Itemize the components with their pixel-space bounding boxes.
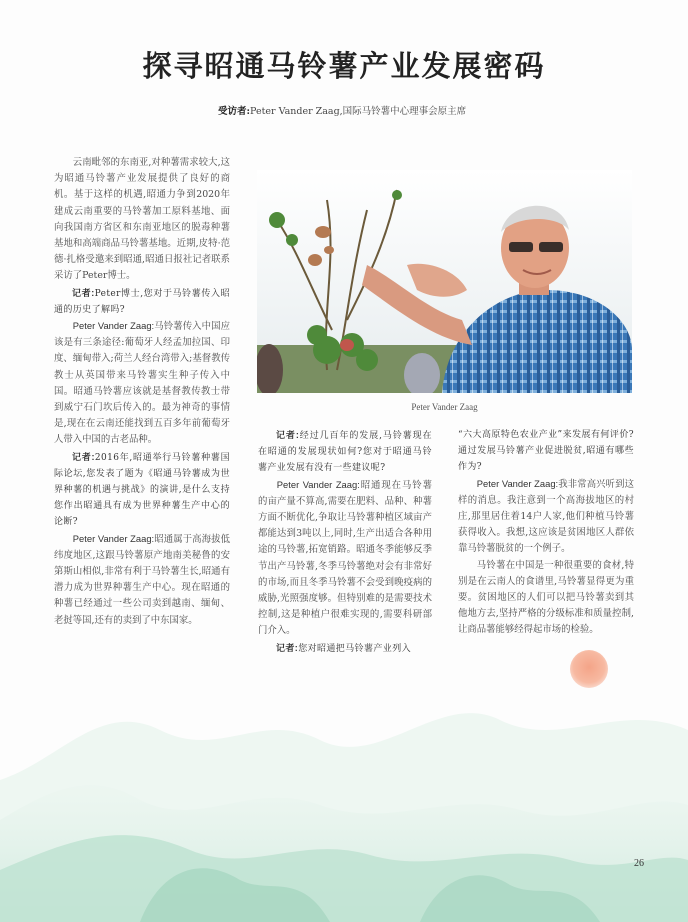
question-3 [258,427,432,477]
page-number: 26 [634,858,644,869]
answer-3 [258,477,432,640]
photo-illustration [257,170,632,393]
question-2-text: 2016年,昭通举行马铃薯种薯国际论坛,您发表了题为《昭通马铃薯成为世界种薯的机遇与挑战》的演讲,是什么支持您作出昭通具有成为世界种薯生产中心的论断? [54,452,230,528]
question-1 [54,285,230,318]
speaker-label: Peter Vander Zaag: [476,477,559,489]
answer-4-text: 我非常高兴听到这样的消息。我注意到一个高海拔地区的村庄,那里居住着14户人家,他们种植马铃薯获得收入。我想,这应该是贫困地区人群依靠马铃薯脱贫的一个例子。 [458,478,634,555]
answer-4 [458,476,634,558]
speaker-label: Peter Vander Zaag: [276,478,360,490]
answer-1 [54,318,230,449]
article-title: 探寻昭通马铃薯产业发展密码 [142,49,546,83]
byline [0,103,688,117]
intro-paragraph: 云南毗邻的东南亚,对种薯需求较大,这为昭通马铃薯产业发展提供了良好的商机。基于这样的机遇,昭通力争到2020年建成云南重要的马铃薯加工原料基地、面向我国南方省区和东南亚地区的脱毒种薯基地和高端商品马铃薯基地。近期,皮特·范德·扎格受邀来到昭通,昭通日报社记者联系采访了Peter博士。 [54,157,230,282]
question-4-continued: “六大高原特色农业产业”来发展有何评价?通过发展马铃薯产业促进脱贫,昭通有哪些作为? [458,430,634,473]
reporter-label: 记者: [276,430,300,440]
speaker-label: Peter Vander Zaag: [72,532,155,544]
question-1-text: Peter博士,您对于马铃薯传入昭通的历史了解吗? [54,288,231,315]
question-2 [54,449,230,531]
column-left [54,155,230,629]
closing-paragraph: 马铃薯在中国是一种很重要的食材,特别是在云南人的食谱里,马铃薯显得更为重要。贫困地区的人们可以把马铃薯卖到其他地方去,坚持严格的分级标准和质量控制,让商品薯能够经得起市场的检验。 [458,559,634,636]
answer-2-text: 昭通属于高海拔低纬度地区,这跟马铃薯原产地南美秘鲁的安第斯山相似,非常有利于马铃薯生长,昭通有潜力成为世界种薯生产中心。现在昭通的种薯已经通过一些公司卖到越南、缅甸、老挝等国,还有的卖到了中东国家。 [54,533,230,626]
answer-3-text: 昭通现在马铃薯的亩产量不算高,需要在肥料、品种、种薯方面不断优化,争取让马铃薯种植区域亩产都能达到3吨以上,同时,生产出适合各种用途的马铃薯,拓宽销路。昭通冬季能够反季节出产马铃薯,冬季马铃薯绝对会有非常好的市场,而且冬季马铃薯不会受到晚疫病的威胁,光照强度够。但特别难的是需要技术控制,这是种植户很难实现的,需要科研部门介入。 [258,479,432,637]
byline-text: Peter Vander Zaag,国际马铃薯中心理事会原主席 [250,106,467,117]
photo-caption: Peter Vander Zaag [411,402,478,412]
answer-1-text: 马铃薯传入中国应该是有三条途径:葡萄牙人经孟加拉国、印度、缅甸带入;荷兰人经台湾带入;基督教传教士从英国带来马铃薯实生种子传入中国。昭通马铃薯应该就是基督教传教士带到威宁石门坎后传入的。最为神奇的事情是,现在在云南还能找到五百多年前葡萄牙人带入中国的古老品种。 [54,321,230,446]
question-4-text: 您对昭通把马铃薯产业列入 [298,643,412,654]
byline-lead: 受访者: [218,106,251,117]
reporter-label: 记者: [72,287,95,298]
column-right [458,427,634,639]
mountain-landscape-illustration [0,640,688,922]
speaker-label: Peter Vander Zaag: [72,320,155,332]
answer-2 [54,531,230,629]
column-middle [258,427,432,657]
question-3-text: 经过几百年的发展,马铃薯现在在昭通的发展现状如何?您对于昭通马铃薯产业发展有没有一些建议呢? [258,431,432,474]
interview-photo [257,170,632,393]
reporter-label: 记者: [276,642,299,653]
reporter-label: 记者: [72,451,95,462]
